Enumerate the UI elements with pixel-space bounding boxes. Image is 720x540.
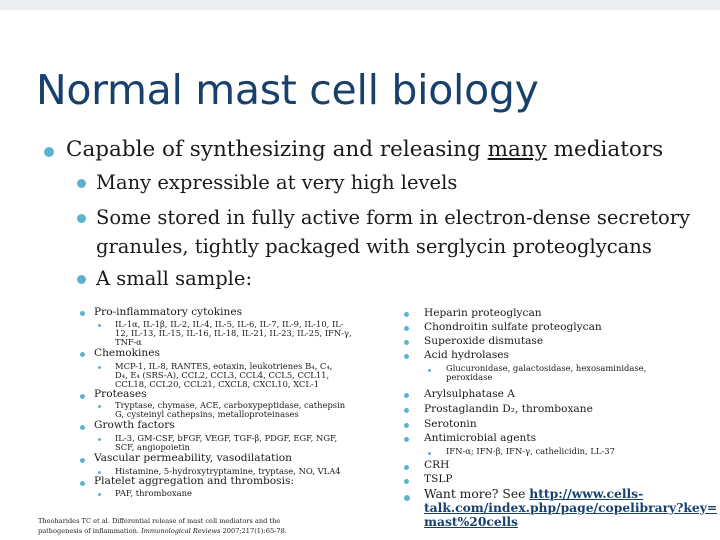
- bullet-dot-icon: [77, 275, 86, 284]
- detail-line: Tryptase, chymase, ACE, carboxypeptidase, cathepsin: [115, 400, 346, 410]
- bullet-dot-icon: [404, 312, 409, 317]
- right-item: Chondroitin sulfate proteoglycan: [424, 321, 602, 333]
- sub-bullet-3: A small sample:: [96, 267, 253, 290]
- main-bullet: [66, 137, 663, 162]
- bullet-dot-icon: [404, 465, 409, 470]
- growth-factors-heading: Growth factors: [94, 419, 175, 431]
- chemokines-heading: Chemokines: [94, 347, 160, 359]
- detail-line: IL-1α, IL-1β, IL-2, IL-4, IL-5, IL-6, IL-7, IL-9, IL-10, IL-: [115, 319, 344, 329]
- detail-line: D₄, E₄ (SRS-A), CCL2, CCL3, CCL4, CCL5, CCL11,: [115, 370, 330, 381]
- bullet-dot-icon: [80, 458, 85, 463]
- slide-title: Normal mast cell biology: [36, 66, 539, 114]
- detail-line: Glucuronidase, galactosidase, hexosaminidase,: [446, 363, 647, 373]
- platelet-heading: Platelet aggregation and thrombosis:: [94, 475, 295, 487]
- cytokines-heading: Pro-inflammatory cytokines: [94, 306, 243, 318]
- main-bullet-text-b: mediators: [546, 137, 664, 162]
- bullet-dot-icon: [44, 147, 54, 157]
- bullet-dot-icon: [98, 493, 101, 496]
- want-more-text: Want more? See: [424, 487, 526, 501]
- detail-line: TNF-α: [115, 337, 142, 348]
- bullet-dot-icon: [98, 366, 101, 369]
- bullet-dot-icon: [404, 326, 409, 331]
- reference-text: pathogenesis of inflammation.: [38, 527, 142, 535]
- right-item: Superoxide dismutase: [424, 335, 544, 347]
- link-line: http://www.cells-: [529, 486, 644, 501]
- detail-line: peroxidase: [446, 372, 493, 383]
- sub-bullet-2-line-1: Some stored in fully active form in electron-dense secretory: [96, 206, 691, 229]
- right-item: Arylsulphatase A: [424, 388, 515, 400]
- top-band: [0, 0, 720, 10]
- bullet-dot-icon: [80, 425, 85, 430]
- bullet-dot-icon: [77, 179, 86, 188]
- right-item: Prostaglandin D₂, thromboxane: [424, 403, 593, 415]
- right-item: Acid hydrolases: [424, 349, 509, 361]
- right-item: Heparin proteoglycan: [424, 307, 542, 319]
- detail-line: IL-3, GM-CSF, bFGF, VEGF, TGF-β, PDGF, EGF, NGF,: [115, 433, 338, 443]
- bullet-dot-icon: [404, 495, 410, 501]
- reference-journal: Immunological Reviews: [141, 527, 221, 535]
- bullet-dot-icon: [77, 214, 86, 223]
- reference-volume: 2007;217(1):65-78.: [220, 527, 287, 535]
- sub-bullet-2-line-2: granules, tightly packaged with serglycin proteoglycans: [96, 235, 652, 258]
- bullet-dot-icon: [428, 452, 431, 455]
- right-item: Antimicrobial agents: [424, 432, 537, 444]
- link-line: mast%20cells: [424, 514, 518, 529]
- detail-line: SCF, angiopoietin: [115, 442, 190, 453]
- bullet-dot-icon: [98, 438, 101, 441]
- bullet-dot-icon: [80, 311, 85, 316]
- bullet-dot-icon: [404, 340, 409, 345]
- want-more-block: [424, 487, 717, 529]
- cytokines-detail: [115, 320, 355, 348]
- bullet-dot-icon: [404, 354, 409, 359]
- bullet-dot-icon: [80, 352, 85, 357]
- bullet-dot-icon: [98, 324, 101, 327]
- chemokines-detail: [115, 362, 355, 390]
- acid-hydrolases-detail: [446, 364, 716, 382]
- bullet-dot-icon: [80, 481, 85, 486]
- reference-line-1: Theoharides TC et al. Differential release of mast cell mediators and the: [38, 517, 281, 525]
- sub-bullet-1: Many expressible at very high levels: [96, 171, 458, 194]
- detail-line: MCP-1, IL-8, RANTES, eotaxin, leukotrienes B₄, C₄,: [115, 361, 333, 371]
- detail-line: CCL18, CCL20, CCL21, CXCL8, CXCL10, XCL-1: [115, 379, 320, 390]
- right-item: CRH: [424, 459, 450, 471]
- bullet-dot-icon: [80, 394, 85, 399]
- detail-line: 12, IL-13, IL-15, IL-16, IL-18, IL-21, IL-23, IL-25, IFN-γ,: [115, 328, 352, 339]
- bullet-dot-icon: [428, 369, 431, 372]
- bullet-dot-icon: [404, 408, 409, 413]
- right-item: Serotonin: [424, 418, 477, 430]
- detail-line: Histamine, 5-hydroxytryptamine, tryptase, NO, VLA4: [115, 466, 341, 476]
- growth-factors-detail: [115, 434, 355, 452]
- bullet-dot-icon: [404, 479, 409, 484]
- antimicrobial-detail: IFN-α; IFN-β, IFN-γ, cathelicidin, LL-37: [446, 446, 615, 456]
- vascular-heading: Vascular permeability, vasodilatation: [94, 452, 292, 464]
- bullet-dot-icon: [98, 471, 101, 474]
- proteases-detail: [115, 401, 355, 419]
- main-bullet-text-a: Capable of synthesizing and releasing: [66, 137, 488, 162]
- bullet-dot-icon: [404, 437, 409, 442]
- bullet-dot-icon: [404, 423, 409, 428]
- main-bullet-emphasis: many: [487, 137, 547, 162]
- platelet-detail: [115, 489, 355, 498]
- bullet-dot-icon: [98, 405, 101, 408]
- reference-citation: [38, 516, 328, 536]
- proteases-heading: Proteases: [94, 388, 147, 400]
- right-item: TSLP: [424, 473, 453, 485]
- link-line: talk.com/index.php/page/copelibrary?key=: [424, 500, 718, 515]
- detail-line: PAF, thromboxane: [115, 488, 192, 498]
- bullet-dot-icon: [404, 393, 409, 398]
- detail-line: G, cysteinyl cathepsins, metalloproteinases: [115, 409, 299, 420]
- reference-line-2: [38, 526, 328, 536]
